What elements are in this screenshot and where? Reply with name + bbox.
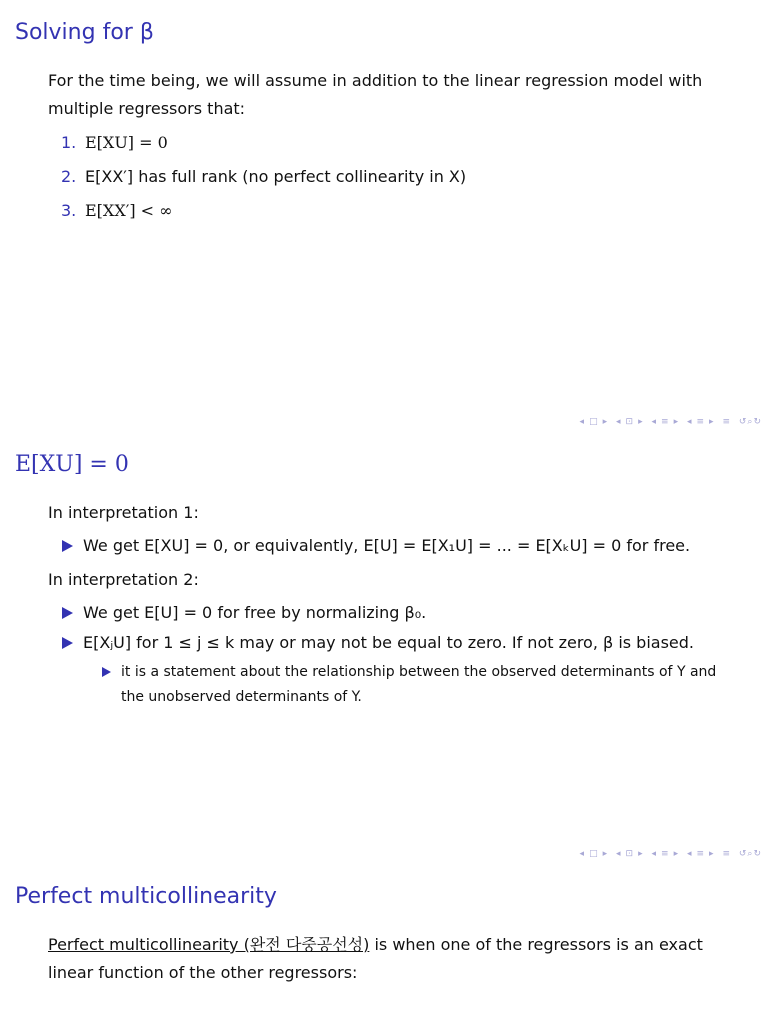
sub-bullet-line-2: the unobserved determinants of Y. (121, 689, 362, 705)
nav-subframe-prev-icon[interactable]: ◂ (616, 417, 622, 427)
beamer-navigation-bar (576, 417, 762, 427)
intro-line-1: For the time being, we will assume in addition to the linear regression model with (48, 71, 703, 90)
nav-frame-icon[interactable]: □ (589, 849, 599, 859)
assumption-item-1 (61, 133, 168, 152)
interpretation-2-label: In interpretation 2: (48, 570, 199, 589)
slide-solving-for-beta (0, 0, 768, 430)
sub-bullet-triangle-icon (102, 667, 111, 677)
sub-bullet-line-1: it is a statement about the relationship between the observed determinants of Y and (121, 664, 717, 680)
interpretation-2-bullet-1 (62, 603, 426, 622)
slide-perfect-multicollinearity (0, 864, 768, 1024)
nav-subsection-prev-icon[interactable]: ◂ (686, 849, 693, 859)
nav-subsection-next-icon[interactable]: ▸ (709, 417, 715, 427)
nav-menu-icon[interactable]: ≡ (722, 417, 731, 427)
nav-menu-icon[interactable]: ≡ (722, 849, 731, 859)
assumption-text: E[XX′] has full rank (no perfect collinearity in X) (85, 167, 467, 186)
nav-section-prev-icon[interactable]: ◂ (651, 849, 658, 859)
nav-next-icon[interactable]: ▸ (602, 417, 609, 427)
interpretation-2-sub-bullet (102, 660, 742, 710)
enum-number: 1. (61, 133, 77, 152)
intro-line-2: multiple regressors that: (48, 99, 246, 118)
nav-subsection-icon[interactable]: ≡ (696, 849, 706, 859)
bullet-triangle-icon (62, 607, 73, 619)
bullet-text: We get E[U] = 0 for free by normalizing β₀. (83, 603, 427, 622)
bullet-text: E[XⱼU] for 1 ≤ j ≤ k may or may not be equal to zero. If not zero, β is biased. (83, 633, 695, 652)
defined-term: Perfect multicollinearity (완전 다중공선성) (48, 935, 370, 954)
interpretation-1-bullet (62, 536, 690, 555)
enum-number: 2. (61, 167, 77, 186)
beamer-navigation-bar (576, 849, 762, 859)
nav-subframe-icon[interactable]: ⊡ (625, 849, 635, 859)
nav-search-icon[interactable]: ↺⌕↻ (738, 849, 762, 859)
nav-search-icon[interactable]: ↺⌕↻ (738, 417, 762, 427)
nav-subframe-next-icon[interactable]: ▸ (638, 417, 644, 427)
nav-section-next-icon[interactable]: ▸ (673, 849, 680, 859)
assumption-text: E[XU] = 0 (85, 133, 168, 152)
nav-prev-icon[interactable]: ◂ (579, 849, 586, 859)
nav-section-icon[interactable]: ≡ (661, 417, 670, 427)
definition-line-2: linear function of the other regressors: (48, 963, 358, 982)
nav-subsection-next-icon[interactable]: ▸ (709, 849, 715, 859)
assumption-item-2 (61, 167, 466, 186)
nav-section-prev-icon[interactable]: ◂ (651, 417, 658, 427)
nav-next-icon[interactable]: ▸ (602, 849, 609, 859)
definition-line-1 (48, 931, 728, 959)
interpretation-2-bullet-2 (62, 633, 694, 652)
slide-exu-zero (0, 432, 768, 862)
nav-subframe-icon[interactable]: ⊡ (625, 417, 635, 427)
nav-section-icon[interactable]: ≡ (661, 849, 670, 859)
slide-title: E[XU] = 0 (15, 452, 129, 477)
bullet-triangle-icon (62, 637, 73, 649)
nav-frame-icon[interactable]: □ (589, 417, 599, 427)
assumption-text: E[XX′] < ∞ (85, 201, 173, 220)
nav-subframe-next-icon[interactable]: ▸ (638, 849, 644, 859)
bullet-triangle-icon (62, 540, 73, 552)
assumption-item-3 (61, 201, 172, 220)
bullet-text: We get E[XU] = 0, or equivalently, E[U] = E[X₁U] = ... = E[XₖU] = 0 for free. (83, 536, 691, 555)
enum-number: 3. (61, 201, 77, 220)
slide-title: Perfect multicollinearity (15, 884, 277, 909)
interpretation-1-label: In interpretation 1: (48, 503, 199, 522)
nav-section-next-icon[interactable]: ▸ (673, 417, 680, 427)
nav-subsection-prev-icon[interactable]: ◂ (686, 417, 693, 427)
definition-text: is when one of the regressors is an exact (369, 935, 703, 954)
nav-prev-icon[interactable]: ◂ (579, 417, 586, 427)
slide-title: Solving for β (15, 20, 154, 45)
nav-subsection-icon[interactable]: ≡ (696, 417, 706, 427)
nav-subframe-prev-icon[interactable]: ◂ (616, 849, 622, 859)
